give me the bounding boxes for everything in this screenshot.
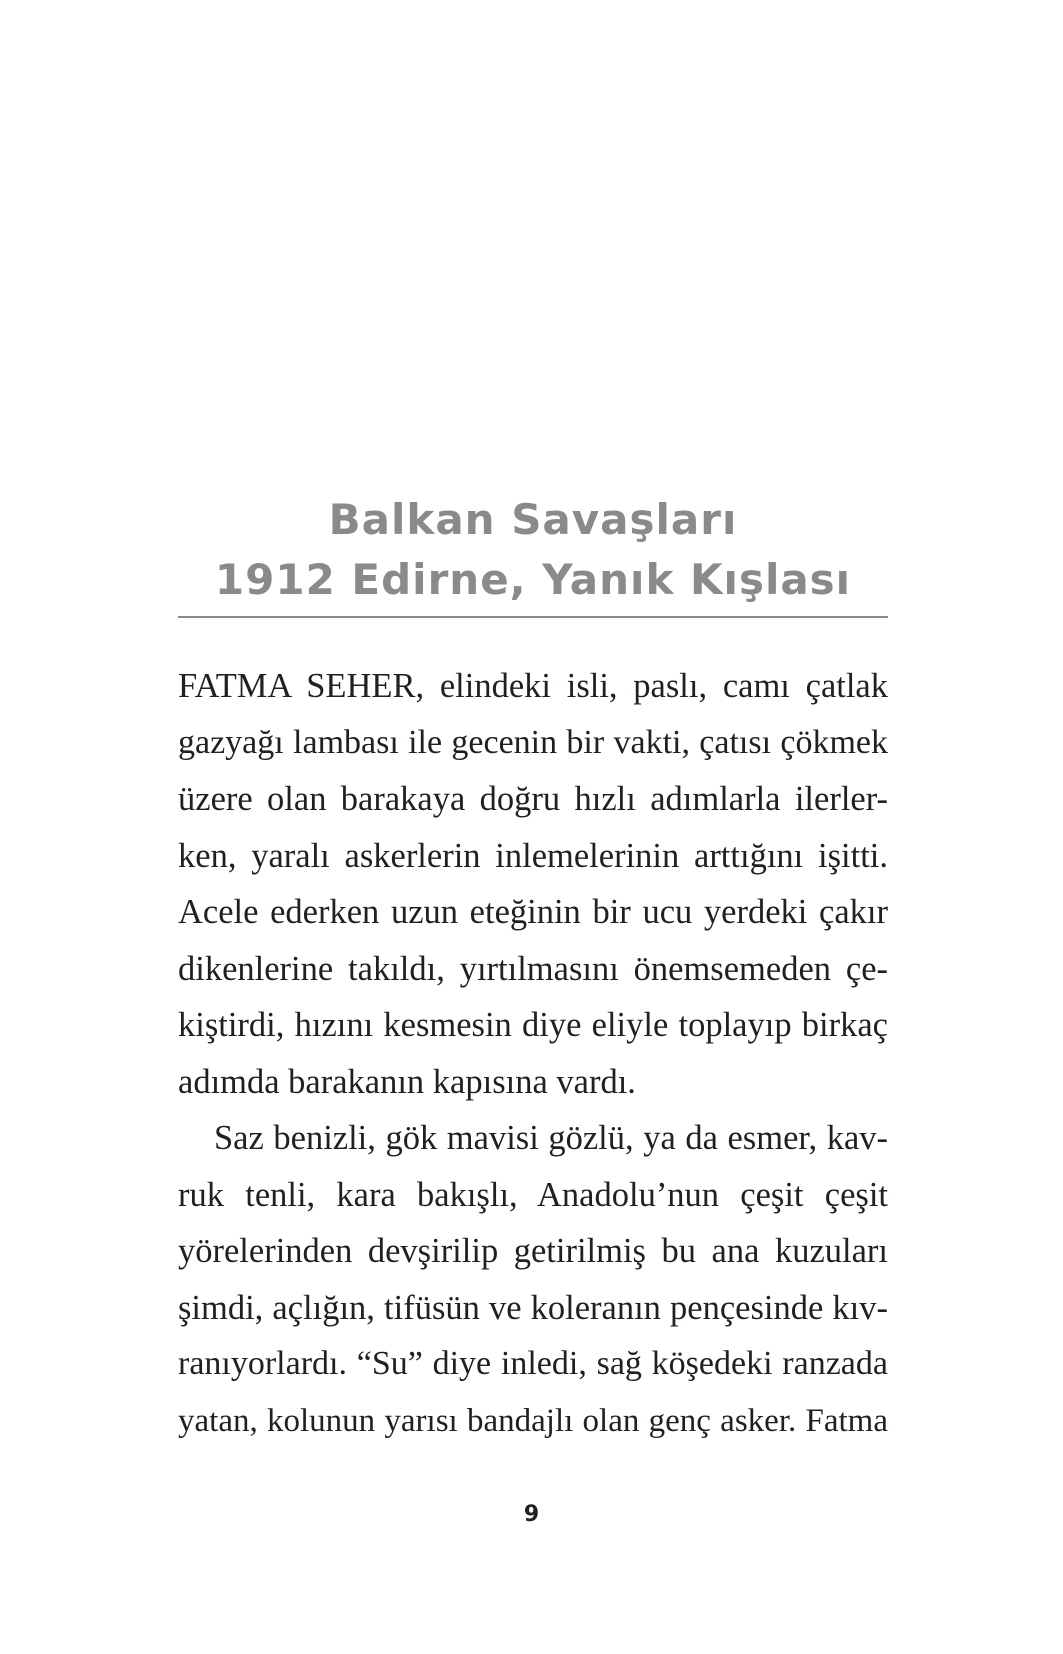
text-line: adımda barakanın kapısına vardı. — [178, 1062, 636, 1101]
text-line: yatan, kolunun yarısı bandajlı olan genç asker. Fatma — [178, 1402, 888, 1439]
text-line: üzere olan barakaya doğru hızlı adımlarla ilerler- — [178, 780, 888, 818]
paragraph-1 — [178, 658, 888, 1110]
text-line: ranıyorlardı. “Su” diye inledi, sağ köşedeki ranzada — [178, 1345, 888, 1382]
text-line: kiştirdi, hızını kesmesin diye eliyle toplayıp birkaç — [178, 1006, 888, 1044]
text-line: yörelerinden devşirilip getirilmiş bu ana kuzuları — [178, 1232, 888, 1270]
text-line: Saz benizli, gök mavisi gözlü, ya da esmer, kav- — [214, 1119, 888, 1157]
body-text — [178, 658, 888, 1449]
text-line: dikenlerine takıldı, yırtılmasını önemsemeden çe- — [178, 949, 888, 988]
text-line: şimdi, açlığın, tifüsün ve koleranın pençesinde kıv- — [178, 1288, 888, 1327]
page-number: 9 — [523, 1502, 540, 1527]
text-line: ken, yaralı askerlerin inlemelerinin arttığını işitti. — [178, 836, 888, 875]
text-line: Acele ederken uzun eteğinin bir ucu yerdeki çakır — [178, 893, 888, 931]
chapter-title — [178, 490, 888, 610]
text-line: gazyağı lambası ile gecenin bir vakti, çatısı çökmek — [178, 723, 888, 761]
text-line: FATMA SEHER, elindeki isli, paslı, camı çatlak — [178, 667, 888, 705]
chapter-title-line-2: 1912 Edirne, Yanık Kışlası — [214, 555, 852, 604]
chapter-title-line-1: Balkan Savaşları — [328, 495, 738, 544]
text-line: ruk tenli, kara bakışlı, Anadolu’nun çeşit çeşit — [178, 1175, 888, 1214]
title-divider — [178, 616, 888, 618]
paragraph-2 — [178, 1110, 888, 1449]
